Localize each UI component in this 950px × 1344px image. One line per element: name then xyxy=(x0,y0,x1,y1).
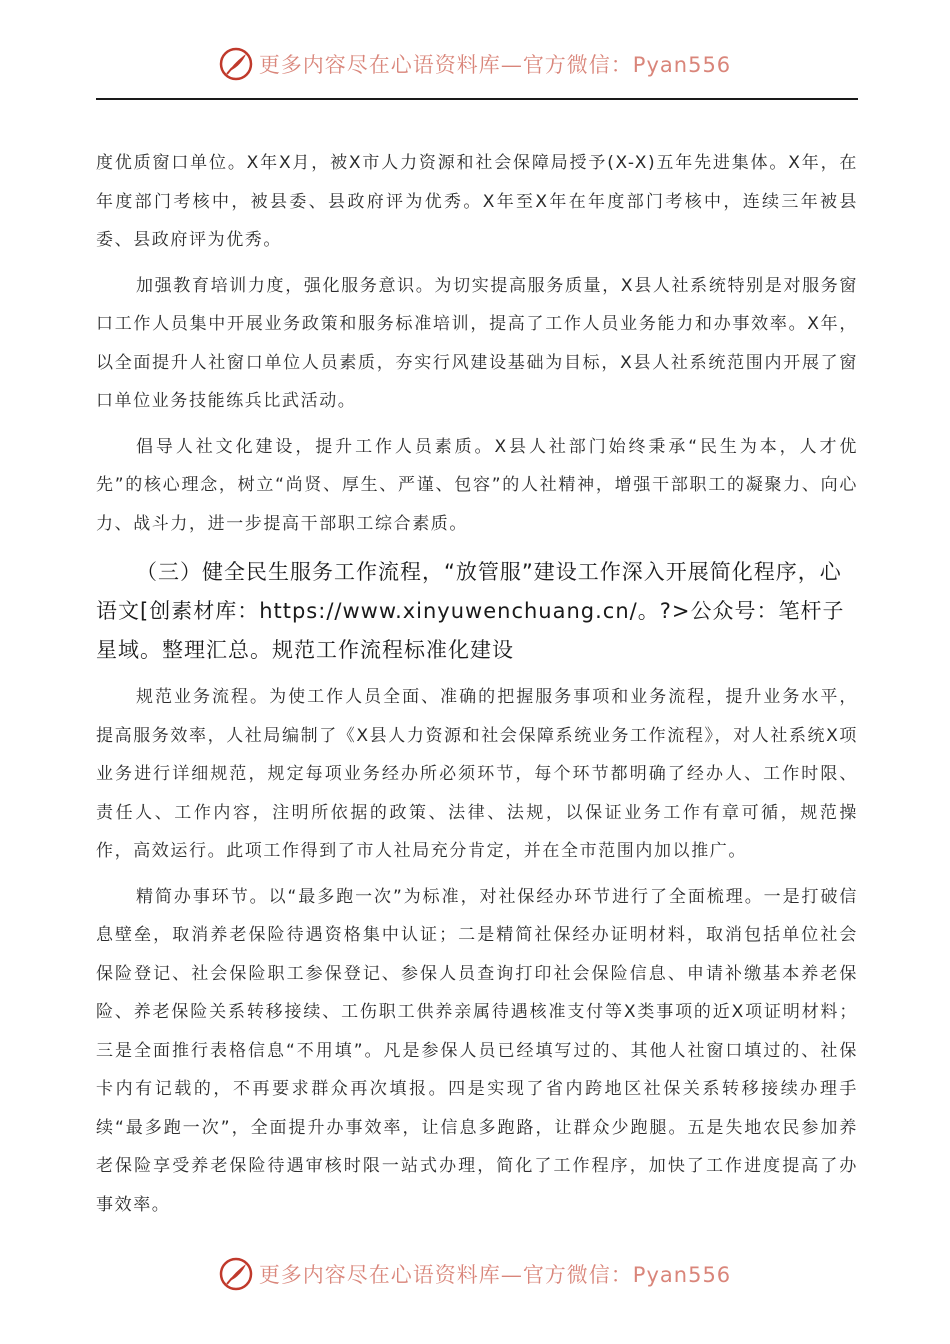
header-divider xyxy=(96,98,858,100)
quill-logo-icon xyxy=(219,47,253,81)
paragraph-5: 精简办事环节。以“最多跑一次”为标准，对社保经办环节进行了全面梳理。一是打破信息壁垒，取消养老保险待遇资格集中认证；二是精简社保经办证明材料，取消包括单位社会保险登记、社会保险职工参保登记、参保人员查询打印社会保险信息、申请补缴基本养老保险、养老保险关系转移接续、工伤职工供养亲属待遇核准支付等X类事项的近X项证明材料；三是全面推行表格信息“不用填”。凡是参保人员已经填写过的、其他人社窗口填过的、社保卡内有记载的，不再要求群众再次填报。四是实现了省内跨地区社保关系转移接续办理手续“最多跑一次”，全面提升办事效率，让信息多跑路，让群众少跑腿。五是失地农民参加养老保险享受养老保险待遇审核时限一站式办理，简化了工作程序，加快了工作进度提高了办事效率。 xyxy=(96,886,858,1215)
footer-banner xyxy=(0,1252,950,1296)
paragraph-4: 规范业务流程。为使工作人员全面、准确的把握服务事项和业务流程，提升业务水平，提高服务效率，人社局编制了《X县人力资源和社会保障系统业务工作流程》，对人社系统X项业务进行详细规范，规定每项业务经办所必须环节，每个环节都明确了经办人、工作时限、责任人、工作内容，注明所依据的政策、法律、法规，以保证业务工作有章可循，规范操作，高效运行。此项工作得到了市人社局充分肯定，并在全市范围内加以推广。 xyxy=(96,687,858,861)
paragraph-2: 加强教育培训力度，强化服务意识。为切实提高服务质量，X县人社系统特别是对服务窗口工作人员集中开展业务政策和服务标准培训，提高了工作人员业务能力和办事效率。X年，以全面提升人社窗口单位人员素质，夯实行风建设基础为目标，X县人社系统范围内开展了窗口单位业务技能练兵比武活动。 xyxy=(96,275,858,411)
header-wechat: 官方微信：Pyan556 xyxy=(522,53,732,77)
paragraph-3: 倡导人社文化建设，提升工作人员素质。X县人社部门始终秉承“民生为本，人才优先”的核心理念，树立“尚贤、厚生、严谨、包容”的人社精神，增强干部职工的凝聚力、向心力、战斗力，进一步提高干部职工综合素质。 xyxy=(96,436,858,534)
footer-wechat: 官方微信：Pyan556 xyxy=(522,1263,732,1287)
quill-logo-icon xyxy=(219,1257,253,1291)
footer-banner-text: 更多内容尽在心语资料库—官方微信：Pyan556 xyxy=(258,1263,732,1287)
document-body xyxy=(96,144,858,1231)
header-banner-text: 更多内容尽在心语资料库—官方微信：Pyan556 xyxy=(258,53,732,77)
paragraph-1: 度优质窗口单位。X年X月，被X市人力资源和社会保障局授予(X-X)五年先进集体。X年，在年度部门考核中，被县委、县政府评为优秀。X年至X年在年度部门考核中，连续三年被县委、县政府评为优秀。 xyxy=(96,153,858,250)
section-heading: （三）健全民生服务工作流程，“放管服”建设工作深入开展简化程序，心语文[创素材库：https://www.xinyuwenchuang.cn/。?>公众号：笔杆子星域。整理汇总。规范工作流程标准化建设 xyxy=(96,560,845,662)
header-banner xyxy=(0,42,950,86)
